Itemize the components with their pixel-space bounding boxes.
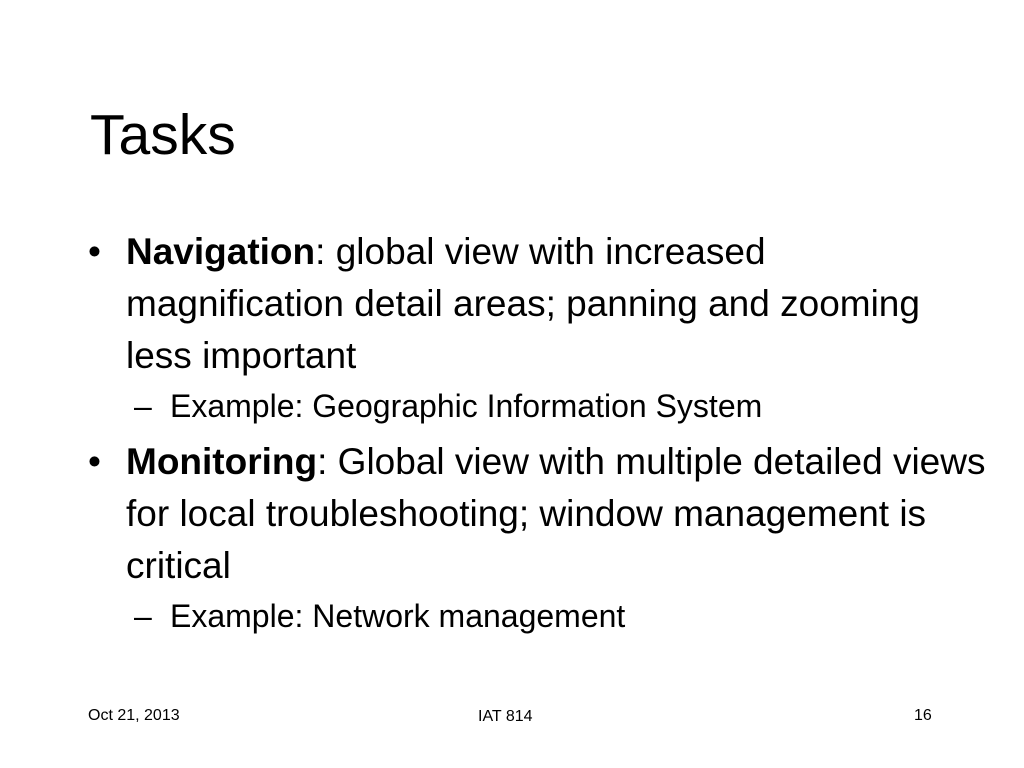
sub-bullet-text: Example: Geographic Information System <box>170 388 763 424</box>
bullet-term: Monitoring <box>126 441 318 482</box>
bullet-text <box>126 231 920 376</box>
bullet-text <box>126 441 985 586</box>
bullet-term: Navigation <box>126 231 316 272</box>
sub-bullet-text: Example: Network management <box>170 598 626 634</box>
bullet-description: : global view with increased magnification detail areas; panning and zooming less important <box>126 231 920 376</box>
slide-number: 16 <box>914 707 932 724</box>
sub-bullet-example <box>134 384 988 428</box>
bullet-marker: • <box>88 231 101 272</box>
slide-title: Tasks <box>90 103 236 167</box>
bullet-item-navigation <box>88 226 988 428</box>
sub-bullet-marker: – <box>134 388 152 424</box>
footer-course: IAT 814 <box>478 708 533 725</box>
bullet-item-monitoring <box>88 436 988 638</box>
bullet-description: : Global view with multiple detailed views for local troubleshooting; window management is critical <box>126 441 986 586</box>
sub-bullet-example <box>134 594 988 638</box>
footer-date: Oct 21, 2013 <box>88 707 180 724</box>
bullet-marker: • <box>88 441 101 482</box>
sub-bullet-marker: – <box>134 598 152 634</box>
bullet-list <box>88 226 988 646</box>
